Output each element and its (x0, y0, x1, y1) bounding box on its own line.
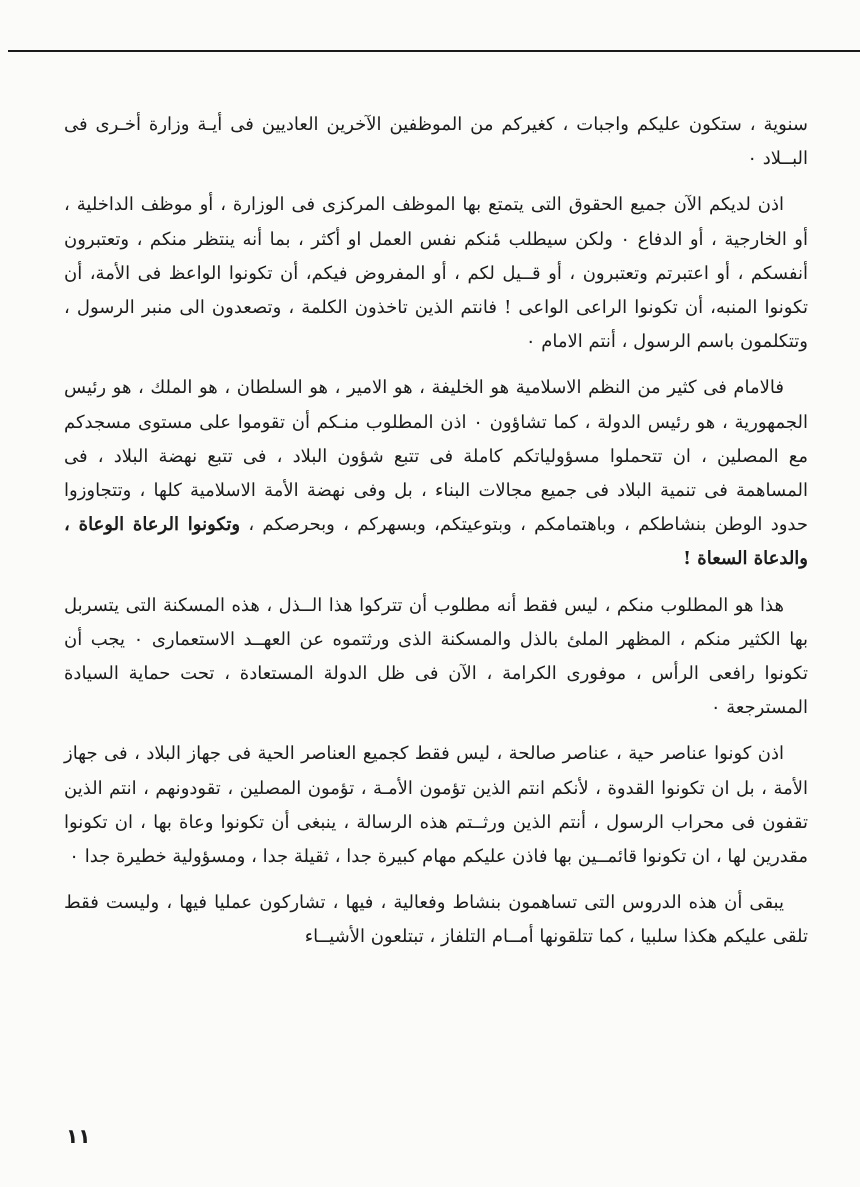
paragraph-3-bold-phrase: وتكونوا الرعاة الوعاة ، والدعاة السعاة ! (64, 514, 808, 570)
body-text (64, 108, 808, 967)
page-number: ١١ (66, 1124, 91, 1148)
paragraph-5: اذن كونوا عناصر حية ، عناصر صالحة ، ليس فقط كجميع العناصر الحية فى جهاز البلاد ، فى جهاز الأمة ، بل ان تكونوا القدوة ، لأنكم انتم الذين تؤمون الأمـة ، تؤمون المصلين ، تقودونهم ، انتم الذين تقفون فى محراب الرسول ، أنتم الذين ورثــتم هذه الرسالة ، ينبغى أن تكونوا وعاة بها ، ان تكونوا مقدرين لها ، ان تكونوا قائمــين بها فاذن عليكم مهام كبيرة جدا ، ثقيلة جدا ، ومسؤولية خطيرة جدا ٠ (64, 743, 808, 868)
paragraph-2: اذن لديكم الآن جميع الحقوق التى يتمتع بها الموظف المركزى فى الوزارة ، أو موظف الداخلية ، أو الخارجية ، أو الدفاع ٠ ولكن سيطلب مٔنكم نفس العمل او أكثر ، بما أنه ينتظر منكم ، وتعتبرون أنفسكم ، أو اعتبرتم وتعتبرون ، أو قــيل لكم ، أو المفروض فيكم، أن تكونوا الواعظ فى الأمة، أن تكونوا المنبه، أن تكونوا الراعى الواعى ! فانتم الذين تاخذون الكلمة ، وتصعدون الى منبر الرسول ، وتتكلمون باسم الرسول ، أنتم الامام ٠ (64, 194, 809, 353)
paragraph-3-text: فالامام فى كثير من النظم الاسلامية هو الخليفة ، هو الامير ، هو السلطان ، هو الملك ، هو رئيس الجمهورية ، هو رئيس الدولة ، كما تشاؤون ٠ اذن المطلوب منـكم أن تقوموا على مستوى مسجدكم مع المصلين ، ان تتحملوا مسؤولياتكم كاملة فى تتبع شؤون البلاد ، فى تتبع نهضة البلاد ، فى المساهمة فى تنمية البلاد فى جميع مجالات البناء ، بل وفى نهضة الأمة الاسلامية كلها ، وتتجاوزوا حدود الوطن بنشاطكم ، وباهتمامكم ، وبتوعيتكم، وبسهركم ، وبحرصكم ، (64, 377, 808, 536)
header-rule (8, 50, 860, 52)
paragraph-1: سنوية ، ستكون عليكم واجبات ، كغيركم من الموظفين الآخرين العاديين فى أيـة وزارة أخـرى فى البــلاد ٠ (64, 114, 808, 170)
paragraph-3 (64, 371, 808, 576)
paragraph-6: يبقى أن هذه الدروس التى تساهمون بنشاط وفعالية ، فيها ، تشاركون عمليا فيها ، وليست فقط تلقى عليكم هكذا سلبيا ، كما تتلقونها أمــام التلفاز ، تبتلعون الأشيــاء (64, 892, 808, 948)
paragraph-4: هذا هو المطلوب منكم ، ليس فقط أنه مطلوب أن تتركوا هذا الــذل ، هذه المسكنة التى يتسربل بها الكثير منكم ، المظهر الملئ بالذل والمسكنة الذى ورثتموه عن العهــد الاستعمارى ٠ يجب أن تكونوا رافعى الرأس ، موفورى الكرامة ، الآن فى ظل الدولة المستعادة ، تحت حماية السيادة المسترجعة ٠ (64, 594, 809, 719)
